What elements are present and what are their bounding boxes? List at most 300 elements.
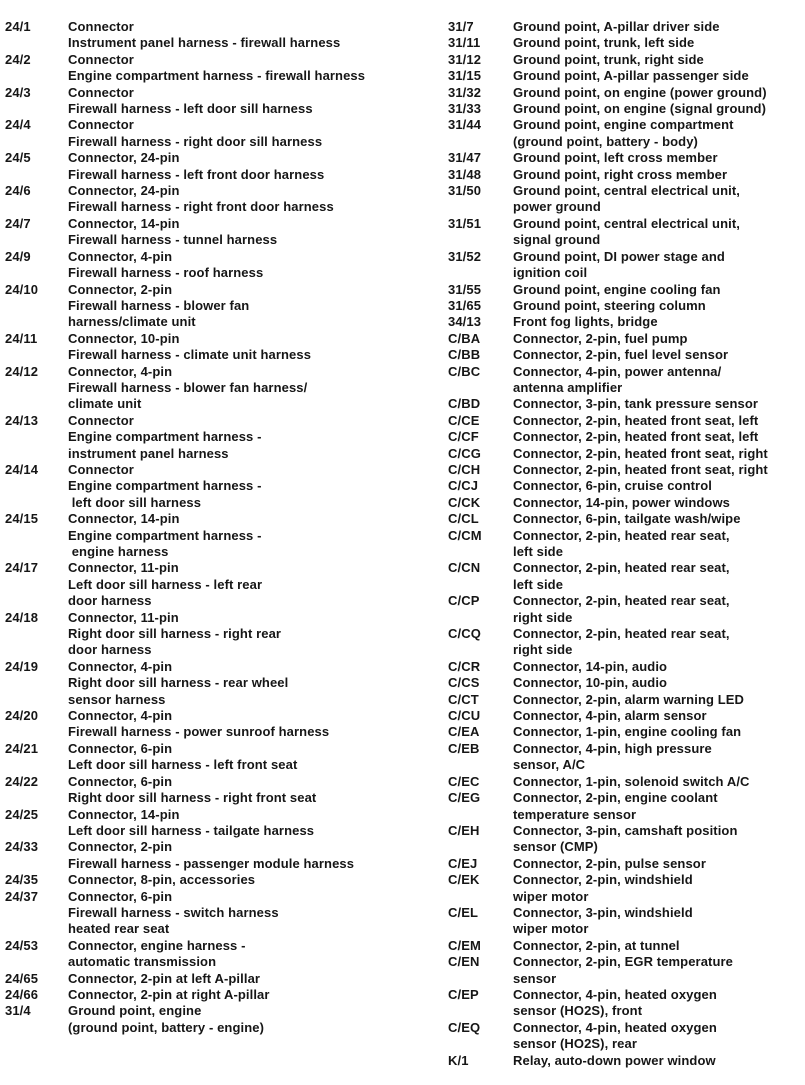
legend-entry bbox=[5, 85, 435, 118]
entry-description bbox=[68, 938, 435, 971]
entry-code: C/BC bbox=[448, 363, 481, 379]
entry-code: 31/50 bbox=[448, 183, 482, 199]
entry-description bbox=[513, 954, 803, 987]
entry-description bbox=[513, 347, 803, 363]
entry-code: 24/33 bbox=[5, 839, 39, 855]
entry-description bbox=[513, 790, 803, 823]
entry-description bbox=[513, 413, 803, 429]
entry-description-line: heated rear seat bbox=[68, 921, 170, 937]
entry-description-line: Connector, 4-pin, alarm sensor bbox=[513, 708, 707, 724]
entry-description bbox=[68, 117, 435, 150]
entry-description-line: ignition coil bbox=[513, 265, 588, 281]
entry-description bbox=[513, 774, 803, 790]
entry-description-line: Connector, 2-pin, pulse sensor bbox=[513, 855, 706, 871]
entry-description bbox=[68, 774, 435, 807]
legend-entry bbox=[5, 52, 435, 85]
entry-description-line: Connector, 6-pin bbox=[68, 740, 173, 756]
entry-code: C/EC bbox=[448, 773, 480, 789]
entry-description-line: left side bbox=[513, 576, 564, 592]
entry-description-line: Connector, 2-pin, windshield bbox=[513, 872, 693, 888]
entry-description-line: Connector, 4-pin, power antenna/ bbox=[513, 363, 722, 379]
legend-entry bbox=[448, 675, 803, 691]
entry-description-line: sensor harness bbox=[68, 691, 166, 707]
entry-description bbox=[513, 528, 803, 561]
entry-code: 24/9 bbox=[5, 248, 31, 264]
entry-code: C/EQ bbox=[448, 1019, 481, 1035]
legend-entry bbox=[448, 347, 803, 363]
entry-description bbox=[513, 462, 803, 478]
entry-description-line: Ground point, trunk, right side bbox=[513, 51, 704, 67]
entry-description-line: Firewall harness - climate unit harness bbox=[68, 347, 312, 363]
entry-description-line: Connector, 24-pin bbox=[68, 183, 180, 199]
entry-description-line: Firewall harness - switch harness bbox=[68, 904, 279, 920]
entry-description bbox=[513, 446, 803, 462]
legend-entry bbox=[448, 52, 803, 68]
entry-description-line: Connector, 4-pin, heated oxygen bbox=[513, 1019, 717, 1035]
entry-code: C/EB bbox=[448, 740, 480, 756]
legend-column-right bbox=[448, 19, 803, 1069]
legend-entry bbox=[448, 150, 803, 166]
entry-description bbox=[68, 462, 435, 511]
entry-code: 31/65 bbox=[448, 297, 482, 313]
entry-code: 24/13 bbox=[5, 412, 39, 428]
entry-description-line: Connector, 14-pin bbox=[68, 511, 180, 527]
entry-description-line: (ground point, battery - engine) bbox=[68, 1019, 265, 1035]
entry-code: 24/5 bbox=[5, 150, 31, 166]
entry-code: 24/15 bbox=[5, 511, 39, 527]
entry-description-line: Firewall harness - tunnel harness bbox=[68, 232, 278, 248]
entry-code: 24/37 bbox=[5, 888, 39, 904]
entry-description bbox=[513, 216, 803, 249]
entry-code: C/CG bbox=[448, 445, 481, 461]
entry-description bbox=[68, 889, 435, 938]
entry-code: C/CF bbox=[448, 429, 479, 445]
entry-code: 24/14 bbox=[5, 461, 39, 477]
legend-entry bbox=[448, 741, 803, 774]
entry-description-line: automatic transmission bbox=[68, 954, 217, 970]
entry-description-line: Connector bbox=[68, 84, 134, 100]
legend-entry bbox=[448, 954, 803, 987]
legend-entry bbox=[5, 872, 435, 888]
legend-entry bbox=[448, 724, 803, 740]
entry-description bbox=[513, 905, 803, 938]
entry-description-line: Ground point, trunk, left side bbox=[513, 35, 695, 51]
entry-description bbox=[513, 675, 803, 691]
entry-description-line: Ground point, DI power stage and bbox=[513, 248, 725, 264]
entry-description bbox=[513, 478, 803, 494]
entry-description bbox=[513, 593, 803, 626]
entry-description bbox=[68, 987, 435, 1003]
entry-description-line: Right door sill harness - right front seat bbox=[68, 790, 317, 806]
entry-description bbox=[68, 19, 435, 52]
entry-description-line: Ground point, A-pillar passenger side bbox=[513, 68, 749, 84]
entry-description-line: Connector, 6-pin, tailgate wash/wipe bbox=[513, 511, 741, 527]
legend-entry bbox=[5, 659, 435, 708]
entry-code: 31/52 bbox=[448, 248, 482, 264]
entry-description-line: Connector bbox=[68, 117, 134, 133]
entry-code: 24/65 bbox=[5, 970, 39, 986]
entry-code: C/EL bbox=[448, 904, 479, 920]
entry-description-line: Connector, 6-pin bbox=[68, 888, 173, 904]
entry-code: 31/51 bbox=[448, 215, 482, 231]
entry-description-line: harness/climate unit bbox=[68, 314, 196, 330]
entry-description-line: Firewall harness - left front door harness bbox=[68, 166, 325, 182]
entry-description bbox=[513, 1020, 803, 1053]
legend-entry bbox=[448, 35, 803, 51]
entry-description-line: wiper motor bbox=[513, 888, 589, 904]
legend-entry bbox=[5, 807, 435, 840]
legend-entry bbox=[5, 839, 435, 872]
entry-description-line: Relay, auto-down power window bbox=[513, 1052, 716, 1068]
legend-entry bbox=[5, 216, 435, 249]
entry-code: 24/7 bbox=[5, 215, 31, 231]
entry-description-line: Connector, 2-pin, heated front seat, left bbox=[513, 429, 759, 445]
entry-description bbox=[68, 708, 435, 741]
legend-entry bbox=[448, 987, 803, 1020]
entry-code: 31/55 bbox=[448, 281, 482, 297]
entry-code: C/EJ bbox=[448, 855, 478, 871]
legend-entry bbox=[448, 823, 803, 856]
entry-description bbox=[68, 610, 435, 659]
legend-entry bbox=[448, 495, 803, 511]
entry-code: 24/6 bbox=[5, 183, 31, 199]
legend-entry bbox=[448, 1020, 803, 1053]
legend-entry bbox=[448, 314, 803, 330]
legend-entry bbox=[448, 68, 803, 84]
entry-description-line: Connector, 2-pin, heated rear seat, bbox=[513, 593, 730, 609]
entry-description-line: Right door sill harness - right rear bbox=[68, 626, 282, 642]
entry-code: C/EA bbox=[448, 724, 480, 740]
entry-description-line: Connector, 2-pin, heated rear seat, bbox=[513, 527, 730, 543]
entry-code: 31/33 bbox=[448, 101, 482, 117]
entry-description bbox=[513, 396, 803, 412]
entry-description bbox=[513, 282, 803, 298]
legend-entry bbox=[5, 183, 435, 216]
entry-description-line: Connector, 3-pin, camshaft position bbox=[513, 822, 738, 838]
entry-description-line: Connector, 2-pin, heated front seat, right bbox=[513, 461, 768, 477]
entry-description-line: sensor, A/C bbox=[513, 757, 586, 773]
entry-code: C/CL bbox=[448, 511, 479, 527]
legend-entry bbox=[448, 790, 803, 823]
entry-description bbox=[68, 839, 435, 872]
entry-description-line: Connector bbox=[68, 19, 134, 34]
legend-entry bbox=[448, 85, 803, 101]
legend-entry bbox=[448, 708, 803, 724]
entry-description-line: right side bbox=[513, 642, 573, 658]
legend-entry bbox=[5, 117, 435, 150]
entry-description bbox=[513, 331, 803, 347]
entry-description-line: Connector, 2-pin, heated rear seat, bbox=[513, 626, 730, 642]
legend-entry bbox=[5, 774, 435, 807]
entry-description bbox=[68, 183, 435, 216]
entry-description bbox=[513, 117, 803, 150]
entry-description-line: sensor (CMP) bbox=[513, 839, 598, 855]
entry-code: 31/11 bbox=[448, 35, 481, 51]
entry-description-line: Connector, 4-pin bbox=[68, 248, 173, 264]
entry-code: C/CR bbox=[448, 658, 481, 674]
legend-entry bbox=[448, 478, 803, 494]
entry-description-line: Connector, 10-pin bbox=[68, 330, 180, 346]
entry-description-line: Connector, engine harness - bbox=[68, 937, 246, 953]
entry-code: 31/48 bbox=[448, 166, 482, 182]
entry-description-line: Ground point, engine compartment bbox=[513, 117, 734, 133]
entry-code: 31/7 bbox=[448, 19, 474, 34]
entry-code: 31/12 bbox=[448, 51, 482, 67]
entry-description-line: Connector, 11-pin bbox=[68, 609, 179, 625]
entry-description bbox=[68, 364, 435, 413]
entry-description bbox=[513, 1053, 803, 1069]
entry-code: C/CU bbox=[448, 708, 481, 724]
legend-entry bbox=[448, 249, 803, 282]
legend-entry bbox=[5, 150, 435, 183]
entry-description bbox=[513, 68, 803, 84]
entry-description-line: Connector, 2-pin at right A-pillar bbox=[68, 986, 270, 1002]
entry-description-line: left door sill harness bbox=[68, 494, 202, 510]
entry-description-line: door harness bbox=[68, 593, 152, 609]
entry-description bbox=[513, 511, 803, 527]
entry-description-line: Ground point, engine bbox=[68, 1003, 202, 1019]
entry-description bbox=[513, 35, 803, 51]
entry-description-line: Connector, 2-pin, heated front seat, right bbox=[513, 445, 768, 461]
entry-description-line: Connector, 4-pin bbox=[68, 363, 173, 379]
entry-description-line: Connector, 2-pin, engine coolant bbox=[513, 790, 718, 806]
entry-code: 31/32 bbox=[448, 84, 482, 100]
entry-description bbox=[513, 872, 803, 905]
entry-code: C/CM bbox=[448, 527, 482, 543]
legend-entry bbox=[5, 1003, 435, 1036]
entry-description bbox=[513, 724, 803, 740]
legend-entry bbox=[448, 593, 803, 626]
legend-entry bbox=[448, 905, 803, 938]
legend-entry bbox=[448, 774, 803, 790]
entry-description-line: Ground point, right cross member bbox=[513, 166, 728, 182]
entry-code: C/BA bbox=[448, 330, 481, 346]
legend-entry bbox=[448, 101, 803, 117]
entry-description bbox=[513, 692, 803, 708]
entry-code: 24/21 bbox=[5, 740, 39, 756]
entry-code: 24/10 bbox=[5, 281, 39, 297]
entry-code: C/CN bbox=[448, 560, 481, 576]
entry-description-line: engine harness bbox=[68, 544, 169, 559]
entry-description-line: Connector, 10-pin, audio bbox=[513, 675, 668, 691]
entry-description-line: Connector, 1-pin, solenoid switch A/C bbox=[513, 773, 750, 789]
entry-description-line: Ground point, left cross member bbox=[513, 150, 718, 166]
entry-description-line: Connector, 2-pin, alarm warning LED bbox=[513, 691, 745, 707]
entry-description bbox=[68, 150, 435, 183]
legend-entry bbox=[448, 938, 803, 954]
entry-code: C/EM bbox=[448, 937, 481, 953]
entry-description-line: left side bbox=[513, 544, 564, 559]
entry-description bbox=[513, 856, 803, 872]
entry-description bbox=[513, 823, 803, 856]
legend-entry bbox=[448, 117, 803, 150]
legend-entry bbox=[448, 856, 803, 872]
entry-description-line: Connector, 4-pin, heated oxygen bbox=[513, 986, 717, 1002]
entry-description bbox=[513, 52, 803, 68]
entry-description-line: Connector, 2-pin, fuel level sensor bbox=[513, 347, 729, 363]
entry-description bbox=[513, 495, 803, 511]
entry-description bbox=[513, 298, 803, 314]
entry-description-line: Connector, 4-pin, high pressure bbox=[513, 740, 712, 756]
entry-description-line: climate unit bbox=[68, 396, 142, 412]
entry-description bbox=[513, 659, 803, 675]
entry-description-line: Left door sill harness - left front seat bbox=[68, 757, 298, 773]
entry-code: 34/13 bbox=[448, 314, 482, 330]
entry-description bbox=[68, 331, 435, 364]
entry-code: 24/11 bbox=[5, 330, 38, 346]
entry-description bbox=[68, 216, 435, 249]
legend-entry bbox=[448, 1053, 803, 1069]
legend-entry bbox=[448, 298, 803, 314]
legend-entry bbox=[5, 971, 435, 987]
entry-description bbox=[68, 807, 435, 840]
entry-code: 24/1 bbox=[5, 19, 31, 34]
entry-description-line: Connector, 2-pin at left A-pillar bbox=[68, 970, 261, 986]
entry-description bbox=[513, 708, 803, 724]
entry-description-line: Connector, 1-pin, engine cooling fan bbox=[513, 724, 742, 740]
entry-description bbox=[68, 659, 435, 708]
entry-code: C/CP bbox=[448, 593, 480, 609]
legend-entry bbox=[448, 560, 803, 593]
entry-code: 24/53 bbox=[5, 937, 39, 953]
entry-description-line: Connector, 2-pin, fuel pump bbox=[513, 330, 688, 346]
legend-entry bbox=[448, 167, 803, 183]
entry-code: 24/4 bbox=[5, 117, 31, 133]
entry-description-line: Firewall harness - passenger module harness bbox=[68, 855, 355, 871]
entry-description-line: Connector, 2-pin, heated rear seat, bbox=[513, 560, 730, 576]
legend-entry bbox=[448, 364, 803, 397]
entry-code: 31/4 bbox=[5, 1003, 31, 1019]
entry-description-line: antenna amplifier bbox=[513, 379, 623, 395]
legend-column-left bbox=[5, 19, 435, 1036]
entry-description bbox=[513, 167, 803, 183]
legend-entry bbox=[5, 249, 435, 282]
legend-entry bbox=[5, 331, 435, 364]
entry-code: 24/3 bbox=[5, 84, 31, 100]
entry-description-line: right side bbox=[513, 609, 573, 625]
entry-description bbox=[513, 626, 803, 659]
legend-entry bbox=[448, 626, 803, 659]
legend-entry bbox=[448, 183, 803, 216]
entry-description-line: Ground point, central electrical unit, bbox=[513, 215, 740, 231]
entry-code: 24/12 bbox=[5, 363, 39, 379]
legend-entry bbox=[5, 364, 435, 413]
entry-description-line: Engine compartment harness - firewall harness bbox=[68, 68, 366, 84]
entry-code: C/EG bbox=[448, 790, 481, 806]
entry-code: C/EP bbox=[448, 986, 479, 1002]
entry-description bbox=[68, 249, 435, 282]
entry-description-line: Connector, 2-pin bbox=[68, 839, 173, 855]
entry-description-line: Connector, 6-pin bbox=[68, 773, 173, 789]
legend-entry bbox=[448, 331, 803, 347]
entry-code: 24/17 bbox=[5, 560, 39, 576]
legend-entry bbox=[448, 692, 803, 708]
entry-description bbox=[68, 971, 435, 987]
entry-description-line: Firewall harness - power sunroof harness bbox=[68, 724, 330, 740]
entry-description bbox=[68, 52, 435, 85]
entry-description-line: Connector bbox=[68, 461, 134, 477]
legend-entry bbox=[448, 282, 803, 298]
entry-description-line: Connector, 14-pin bbox=[68, 806, 180, 822]
entry-code: 31/15 bbox=[448, 68, 482, 84]
entry-description bbox=[513, 741, 803, 774]
legend-entry bbox=[5, 560, 435, 609]
entry-description bbox=[513, 150, 803, 166]
entry-code: C/CQ bbox=[448, 626, 481, 642]
entry-description-line: Connector, 2-pin bbox=[68, 281, 173, 297]
entry-description bbox=[513, 249, 803, 282]
entry-code: C/CK bbox=[448, 494, 481, 510]
legend-entry bbox=[5, 938, 435, 971]
entry-description-line: Connector, 2-pin, heated front seat, left bbox=[513, 412, 759, 428]
legend-entry bbox=[448, 511, 803, 527]
entry-description-line: Connector, 24-pin bbox=[68, 150, 180, 166]
entry-description-line: temperature sensor bbox=[513, 806, 637, 822]
entry-description bbox=[68, 282, 435, 331]
entry-code: 24/66 bbox=[5, 986, 39, 1002]
entry-code: C/BD bbox=[448, 396, 481, 412]
entry-description-line: Connector, 4-pin bbox=[68, 658, 173, 674]
entry-description-line: Ground point, central electrical unit, bbox=[513, 183, 740, 199]
entry-description-line: Ground point, on engine (signal ground) bbox=[513, 101, 767, 117]
entry-code: 24/25 bbox=[5, 806, 39, 822]
entry-code: C/CT bbox=[448, 691, 479, 707]
entry-description-line: Connector, 6-pin, cruise control bbox=[513, 478, 712, 494]
entry-description bbox=[513, 429, 803, 445]
entry-description-line: sensor bbox=[513, 970, 557, 986]
entry-code: 24/22 bbox=[5, 773, 39, 789]
entry-description-line: Connector, 14-pin, power windows bbox=[513, 494, 730, 510]
legend-entry bbox=[448, 429, 803, 445]
legend-entry bbox=[448, 462, 803, 478]
entry-code: C/CE bbox=[448, 412, 480, 428]
entry-description bbox=[513, 560, 803, 593]
legend-entry bbox=[448, 528, 803, 561]
entry-code: K/1 bbox=[448, 1052, 469, 1068]
entry-description-line: Left door sill harness - left rear bbox=[68, 576, 263, 592]
legend-entry bbox=[448, 216, 803, 249]
legend-entry bbox=[448, 446, 803, 462]
entry-description bbox=[68, 1003, 435, 1036]
entry-description bbox=[68, 872, 435, 888]
entry-description-line: Connector, 11-pin bbox=[68, 560, 179, 576]
entry-description-line: Connector, 4-pin bbox=[68, 708, 173, 724]
entry-description-line: Firewall harness - left door sill harness bbox=[68, 101, 313, 117]
entry-description-line: Firewall harness - roof harness bbox=[68, 265, 264, 281]
entry-description bbox=[68, 741, 435, 774]
entry-description-line: Instrument panel harness - firewall harness bbox=[68, 35, 341, 51]
legend-entry bbox=[448, 659, 803, 675]
entry-description bbox=[513, 364, 803, 397]
entry-description-line: Right door sill harness - rear wheel bbox=[68, 675, 289, 691]
legend-entry bbox=[448, 872, 803, 905]
entry-code: C/EN bbox=[448, 954, 480, 970]
legend-entry bbox=[5, 282, 435, 331]
legend-entry bbox=[448, 396, 803, 412]
entry-description-line: Front fog lights, bridge bbox=[513, 314, 658, 330]
entry-code: C/CS bbox=[448, 675, 480, 691]
entry-description-line: wiper motor bbox=[513, 921, 589, 937]
entry-description-line: Connector bbox=[68, 51, 134, 67]
entry-description bbox=[68, 85, 435, 118]
entry-code: 24/18 bbox=[5, 609, 39, 625]
entry-description-line: power ground bbox=[513, 199, 601, 215]
entry-description-line: Connector, 14-pin bbox=[68, 215, 180, 231]
entry-description-line: Ground point, steering column bbox=[513, 297, 706, 313]
legend-entry bbox=[5, 511, 435, 560]
legend-entry bbox=[5, 889, 435, 938]
legend-entry bbox=[5, 987, 435, 1003]
